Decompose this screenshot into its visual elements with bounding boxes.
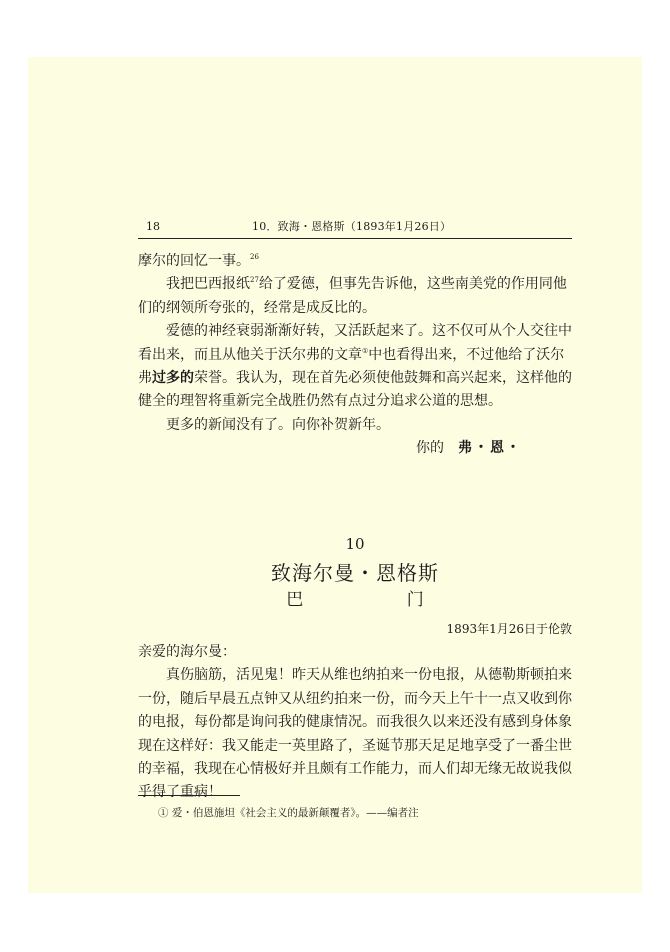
previous-letter-continuation xyxy=(138,250,572,461)
footnote-1: ① 爱・伯恩施坦《社会主义的最新颠覆者》。——编者注 xyxy=(158,807,419,819)
paragraph-1: 摩尔的回忆一事。$^{26}$ xyxy=(138,253,259,269)
letter-body xyxy=(138,641,572,805)
emphasis-text: 过多的 xyxy=(152,370,194,387)
endnote-ref-26: 26 xyxy=(250,253,259,261)
closing: 你的 xyxy=(416,440,444,457)
letter-title: 致海尔曼・恩格斯 xyxy=(271,561,439,585)
running-title: 10．致海・恩格斯（1893年1月26日） xyxy=(252,220,452,233)
letter-paragraph-1: 真伤脑筋，活见鬼！昨天从维也纳拍来一份电报，从德勒斯顿拍来一份，随后早晨五点钟又从纽约拍来一份，而今天上午十一点又收到你的电报，每份都是询问我的健康情况。而我很久以来还没有感到身体象现在这样好：我又能走一英里路了，圣诞节那天足足地享受了一番尘世的幸福，我现在心情极好并且颇有工作能力，而人们却无缘无故说我似乎得了重病！ xyxy=(138,667,572,801)
salutation: 亲爱的海尔曼： xyxy=(138,644,236,660)
paragraph-3: 爱德的神经衰弱渐渐好转，又活跃起来了。这不仅可从个人交往中看出来，而且从他关于沃尔弗的文章①中也看得出来，不过他给了沃尔弗过多的荣誉。我认为，现在首先必须使他鼓舞和高兴起来，这样他的健全的理智将重新完全战胜仍然有点过分追求公道的思想。 xyxy=(138,323,572,410)
letter-dateline: 1893年1月26日于伦敦 xyxy=(446,622,572,636)
page-number: 18 xyxy=(146,220,160,233)
footnote-ref-1: ① xyxy=(362,346,369,355)
paragraph-4: 更多的新闻没有了。向你补贺新年。 xyxy=(166,416,390,433)
footnote-rule xyxy=(138,795,240,796)
page-sheet xyxy=(28,57,642,893)
letter-number: 10 xyxy=(345,535,365,553)
signature-line xyxy=(138,437,572,460)
header-rule xyxy=(138,238,572,239)
endnote-ref-27: 27 xyxy=(250,276,259,285)
signature: 弗・恩・ xyxy=(458,440,522,457)
paragraph-2: 我把巴西报纸$^{27}$给了爱德，但事先告诉他，这些南美党的作用同他们的纲领所夸张的，经常是成反比的。 xyxy=(138,276,567,316)
letter-destination: 巴 门 xyxy=(286,590,458,610)
running-header xyxy=(138,219,572,235)
